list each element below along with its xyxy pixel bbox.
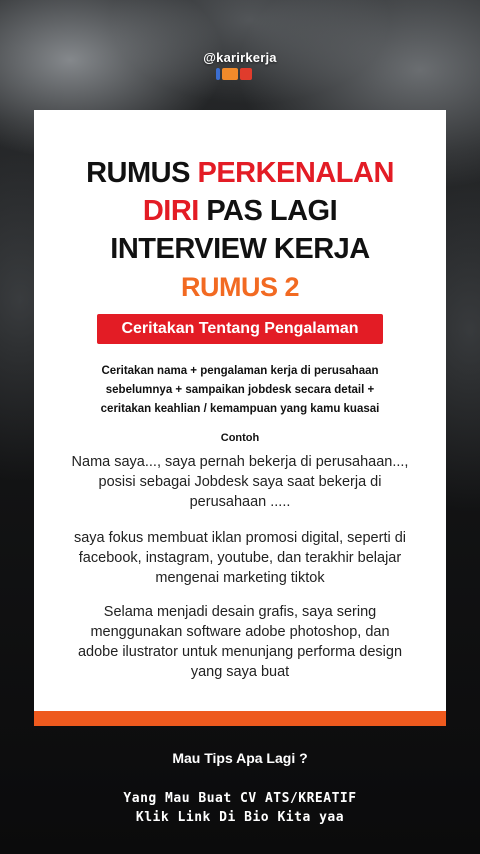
example-paragraph-3 [54, 602, 426, 682]
example-line: Nama saya..., saya pernah bekerja di perusahaan..., [71, 454, 409, 470]
content-card [34, 110, 446, 716]
rumus-label: RUMUS 2 [180, 272, 299, 302]
title-line-2 [34, 192, 446, 230]
example-line: perusahaan ..... [189, 494, 291, 510]
formula-line: sebelumnya + sampaikan jobdesk secara detail + [105, 384, 375, 396]
title-line-1 [34, 154, 446, 192]
card-accent-bar [34, 711, 446, 726]
example-line: facebook, instagram, youtube, dan terakhir belajar [78, 550, 402, 566]
shop-icon [222, 68, 238, 80]
title-word-pas-lagi: PAS LAGI [198, 195, 338, 227]
example-paragraph-1 [54, 452, 426, 512]
cta-line: Yang Mau Buat CV ATS/KREATIF [123, 791, 357, 806]
title-word-perkenalan: PERKENALAN [197, 157, 394, 189]
page-title [34, 154, 446, 268]
formula-text [64, 362, 416, 419]
pinterest-icon [240, 68, 252, 80]
cta-line: Klik Link Di Bio Kita yaa [135, 810, 345, 825]
title-word-rumus: RUMUS [86, 157, 198, 189]
example-line: menggunakan software adobe photoshop, dan [90, 624, 390, 640]
topic-badge: Ceritakan Tentang Pengalaman [97, 314, 383, 344]
example-line: saya fokus membuat iklan promosi digital, seperti di [73, 530, 407, 546]
footer-cta [0, 789, 480, 827]
brand-icons [216, 68, 260, 82]
example-paragraph-2 [54, 528, 426, 588]
footer-question: Mau Tips Apa Lagi ? [172, 750, 308, 766]
example-line: Selama menjadi desain grafis, saya sering [103, 604, 377, 620]
example-line: posisi sebagai Jobdesk saya saat bekerja di [98, 474, 382, 490]
example-line: yang saya buat [190, 664, 290, 680]
karirkerja-logo-icon [216, 68, 220, 80]
account-handle: @karirkerja [203, 50, 277, 65]
example-heading: Contoh [220, 432, 260, 444]
formula-line: Ceritakan nama + pengalaman kerja di perusahaan [101, 365, 379, 377]
example-line: adobe ilustrator untuk menunjang performa design [77, 644, 403, 660]
title-line-3: INTERVIEW KERJA [110, 233, 370, 265]
example-line: mengenai marketing tiktok [155, 570, 325, 586]
title-word-diri: DIRI [142, 195, 199, 227]
formula-line: ceritakan keahlian / kemampuan yang kamu kuasai [100, 403, 380, 415]
